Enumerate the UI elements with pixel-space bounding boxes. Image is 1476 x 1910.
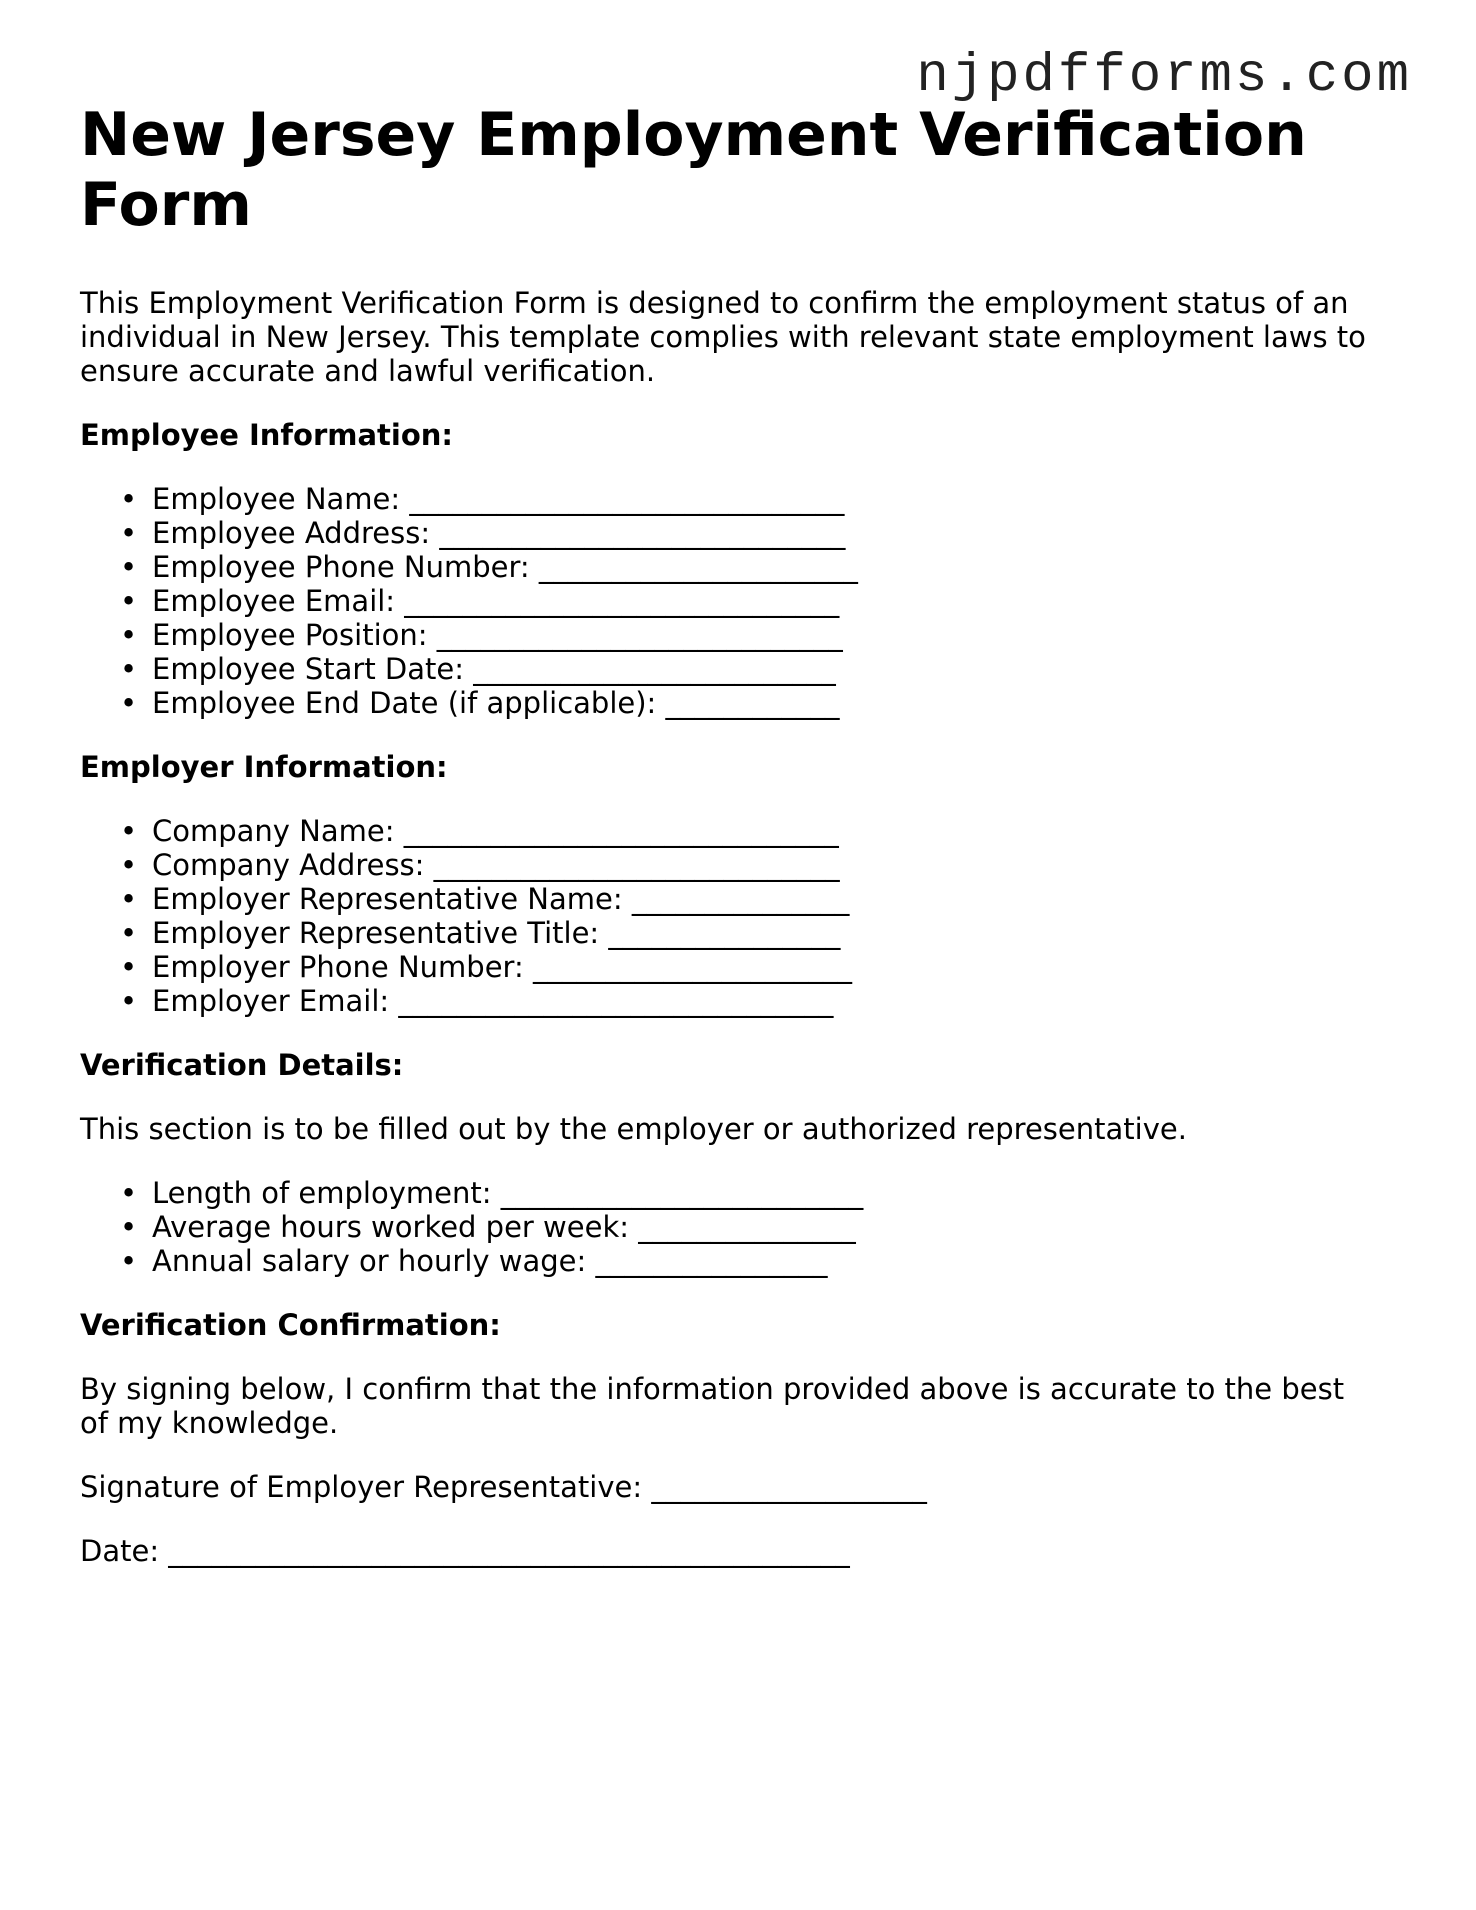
field-label: Employee Name: ______________________________	[152, 482, 845, 516]
field-label: Employer Email: ______________________________	[152, 984, 834, 1018]
field-label: Average hours worked per week: _______________	[152, 1210, 856, 1244]
bullet-icon: •	[120, 848, 138, 882]
bullet-icon: •	[120, 814, 138, 848]
field-label: Company Address: ____________________________	[152, 848, 840, 882]
employee-address-field[interactable]	[120, 516, 1380, 550]
employee-email-field[interactable]	[120, 584, 1380, 618]
bullet-icon: •	[120, 516, 138, 550]
confirmation-statement: By signing below, I confirm that the information provided above is accurate to the best of my knowledge.	[80, 1372, 1345, 1440]
bullet-icon: •	[120, 1176, 138, 1210]
employer-rep-title-field[interactable]	[120, 916, 1380, 950]
bullet-icon: •	[120, 618, 138, 652]
employee-end-date-field[interactable]	[120, 686, 1380, 720]
site-watermark: njpdfforms.com	[916, 46, 1412, 107]
length-of-employment-field[interactable]	[120, 1176, 1380, 1210]
bullet-icon: •	[120, 652, 138, 686]
field-label: Employee Start Date: _________________________	[152, 652, 836, 686]
employee-name-field[interactable]	[120, 482, 1380, 516]
verification-section-heading: Verification Details:	[80, 1048, 404, 1082]
employer-section-heading: Employer Information:	[80, 750, 448, 784]
bullet-icon: •	[120, 1210, 138, 1244]
bullet-icon: •	[120, 916, 138, 950]
field-label: Employee Address: ____________________________	[152, 516, 846, 550]
field-label: Length of employment: _________________________	[152, 1176, 864, 1210]
employer-field-list	[80, 814, 1380, 1018]
document-page	[80, 100, 1380, 1598]
salary-wage-field[interactable]	[120, 1244, 1380, 1278]
field-label: Employer Representative Name: _______________	[152, 882, 850, 916]
bullet-icon: •	[120, 1244, 138, 1278]
company-address-field[interactable]	[120, 848, 1380, 882]
company-name-field[interactable]	[120, 814, 1380, 848]
confirmation-section-heading: Verification Confirmation:	[80, 1308, 501, 1342]
bullet-icon: •	[120, 482, 138, 516]
employee-section-heading: Employee Information:	[80, 418, 454, 452]
verification-field-list	[80, 1176, 1380, 1278]
field-label: Employee Phone Number: ______________________	[152, 550, 858, 584]
employee-phone-field[interactable]	[120, 550, 1380, 584]
page-title: New Jersey Employment Verification Form	[80, 100, 1307, 240]
employer-email-field[interactable]	[120, 984, 1380, 1018]
field-label: Employee Email: ______________________________	[152, 584, 840, 618]
employee-position-field[interactable]	[120, 618, 1380, 652]
field-label: Annual salary or hourly wage: ________________	[152, 1244, 828, 1278]
bullet-icon: •	[120, 984, 138, 1018]
signature-field[interactable]: Signature of Employer Representative: ___________________	[80, 1470, 927, 1504]
date-field[interactable]: Date: _______________________________________________	[80, 1534, 850, 1568]
employee-field-list	[80, 482, 1380, 720]
bullet-icon: •	[120, 584, 138, 618]
average-hours-field[interactable]	[120, 1210, 1380, 1244]
employer-rep-name-field[interactable]	[120, 882, 1380, 916]
field-label: Employee Position: ____________________________	[152, 618, 843, 652]
field-label: Company Name: ______________________________	[152, 814, 839, 848]
bullet-icon: •	[120, 882, 138, 916]
field-label: Employer Representative Title: ________________	[152, 916, 841, 950]
employee-start-date-field[interactable]	[120, 652, 1380, 686]
intro-paragraph: This Employment Verification Form is designed to confirm the employment status of an individual in New Jersey. This template complies with relevant state employment laws to ensure accurate and lawful verification.	[80, 286, 1366, 388]
bullet-icon: •	[120, 686, 138, 720]
field-label: Employer Phone Number: ______________________	[152, 950, 852, 984]
bullet-icon: •	[120, 950, 138, 984]
employer-phone-field[interactable]	[120, 950, 1380, 984]
bullet-icon: •	[120, 550, 138, 584]
field-label: Employee End Date (if applicable): ____________	[152, 686, 840, 720]
verification-instructions: This section is to be filled out by the employer or authorized representative.	[80, 1112, 1187, 1146]
